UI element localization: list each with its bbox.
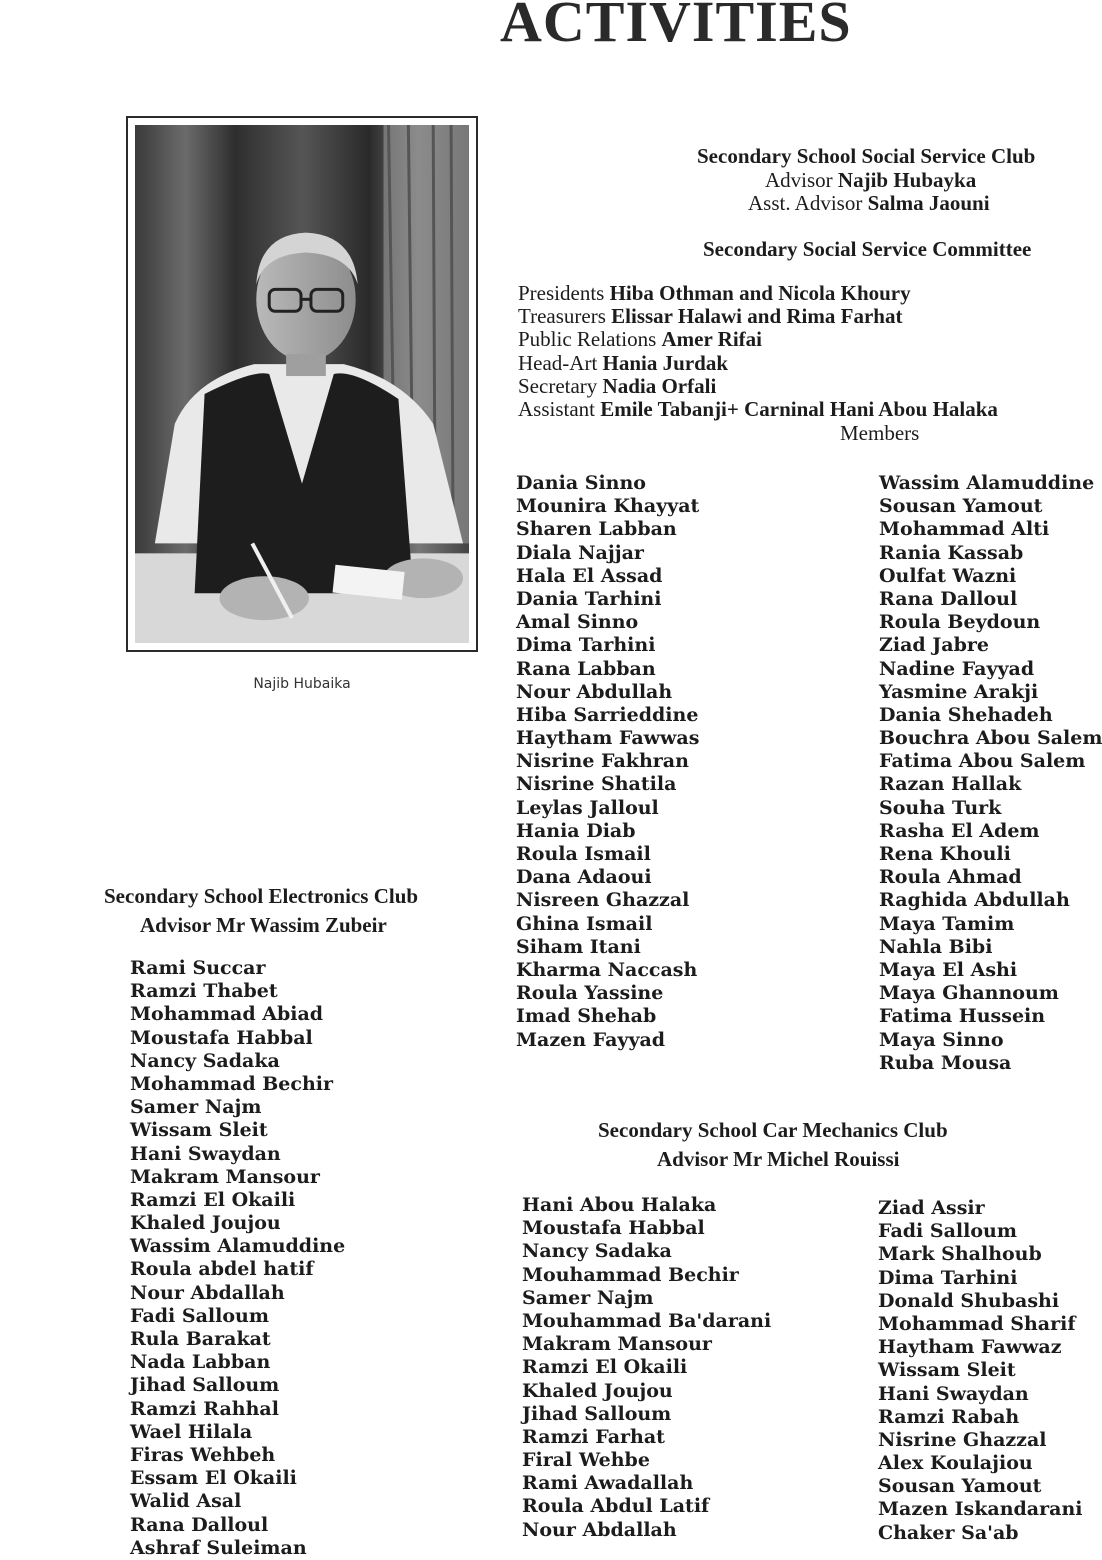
member-name: Diala Najjar	[516, 541, 644, 564]
member-name: Samer Najm	[130, 1096, 262, 1119]
member-name: Leylas Jalloul	[516, 796, 659, 819]
member-name: Fadi Salloum	[130, 1304, 269, 1327]
member-name: Nour Abdallah	[130, 1281, 285, 1304]
member-name: Ruba Mousa	[879, 1051, 1012, 1074]
member-name: Mohammad Alti	[879, 518, 1050, 541]
member-name: Wassim Alamuddine	[879, 472, 1095, 494]
advisor-photo-image	[135, 125, 469, 643]
member-name: Raghida Abdullah	[879, 889, 1070, 912]
member-name: Nisreen Ghazzal	[516, 889, 690, 912]
officer-row	[518, 328, 1098, 351]
member-name: Nancy Sadaka	[130, 1049, 280, 1072]
member-name: Nadine Fayyad	[879, 657, 1035, 680]
member-name: Maya Ghannoum	[879, 982, 1059, 1005]
officer-role: Treasurers	[518, 304, 606, 329]
member-name: Roula Yassine	[516, 982, 664, 1005]
member-name: Nada Labban	[130, 1351, 271, 1374]
officer-role: Public Relations	[518, 327, 657, 352]
member-name: Sousan Yamout	[879, 495, 1043, 518]
member-name: Khaled Joujou	[130, 1212, 281, 1235]
member-name: Moustafa Habbal	[522, 1217, 705, 1240]
member-name: Maya Tamim	[879, 912, 1015, 935]
officer-name: Hiba Othman and Nicola Khoury	[609, 281, 911, 305]
member-name: Dima Tarhini	[878, 1266, 1018, 1289]
member-name: Imad Shehab	[516, 1005, 657, 1028]
car-mechanics-members-col2	[878, 1197, 1082, 1545]
member-name: Mazen Fayyad	[516, 1028, 666, 1051]
member-name: Rena Khouli	[879, 843, 1011, 865]
member-name: Hani Swaydan	[878, 1382, 1029, 1405]
member-name: Jihad Salloum	[130, 1374, 280, 1397]
member-name: Nisrine Ghazzal	[878, 1428, 1047, 1451]
member-name: Wissam Sleit	[878, 1359, 1016, 1382]
member-name: Makram Mansour	[130, 1165, 320, 1188]
member-name: Firas Wehbeh	[130, 1443, 276, 1466]
member-name: Rana Labban	[516, 657, 656, 680]
member-name: Ramzi Rabah	[878, 1405, 1020, 1428]
member-name: Razan Hallak	[879, 773, 1022, 796]
member-name: Yasmine Arakji	[879, 680, 1039, 703]
member-name: Hiba Sarrieddine	[516, 703, 699, 726]
member-name: Sousan Yamout	[878, 1475, 1042, 1498]
advisor-name: Najib Hubayka	[837, 168, 977, 192]
member-name: Walid Asal	[130, 1490, 242, 1513]
social-service-members-col1	[516, 472, 699, 1052]
advisor-label: Advisor	[765, 168, 833, 192]
member-name: Maya El Ashi	[879, 958, 1018, 981]
officer-row	[518, 375, 1098, 398]
member-name: Rana Dalloul	[130, 1513, 269, 1536]
member-name: Mohammad Sharif	[878, 1312, 1076, 1335]
member-name: Nour Abdullah	[516, 680, 673, 703]
member-name: Nisrine Shatila	[516, 773, 677, 796]
member-name: Essam El Okaili	[130, 1467, 297, 1490]
committee-title: Secondary Social Service Committee	[703, 237, 1032, 261]
member-name: Oulfat Wazni	[879, 564, 1017, 587]
officer-row	[518, 305, 1098, 328]
member-name: Fadi Salloum	[878, 1220, 1017, 1243]
member-name: Ziad Jabre	[879, 634, 989, 657]
officer-name: Nadia Orfali	[602, 373, 717, 398]
member-name: Dana Adaoui	[516, 866, 652, 889]
photo-caption: Najib Hubaika	[253, 676, 351, 692]
member-name: Dima Tarhini	[516, 634, 656, 657]
member-name: Rasha El Adem	[879, 819, 1040, 842]
member-name: Wael Hilala	[130, 1420, 253, 1443]
member-name: Ramzi El Okaili	[130, 1188, 296, 1211]
member-name: Ramzi Thabet	[130, 980, 278, 1003]
member-name: Haytham Fawwas	[516, 727, 700, 750]
member-name: Chaker Sa'ab	[878, 1521, 1019, 1544]
car-mechanics-club-title: Secondary School Car Mechanics Club	[598, 1118, 948, 1142]
member-name: Roula abdel hatif	[130, 1258, 314, 1281]
officer-row	[518, 352, 1098, 375]
member-name: Rami Awadallah	[522, 1472, 694, 1495]
asst-advisor-label: Asst. Advisor	[748, 191, 863, 215]
social-service-members-col2	[879, 472, 1102, 1075]
member-name: Ramzi Rahhal	[130, 1397, 279, 1420]
electronics-club-title: Secondary School Electronics Club	[104, 884, 419, 908]
members-label: Members	[840, 421, 920, 445]
member-name: Moustafa Habbal	[130, 1026, 313, 1049]
member-name: Haytham Fawwaz	[878, 1336, 1062, 1359]
member-name: Hani Swaydan	[130, 1142, 281, 1165]
member-name: Rania Kassab	[879, 541, 1024, 564]
member-name: Dania Sinno	[516, 472, 646, 494]
member-name: Fatima Abou Salem	[879, 750, 1086, 773]
asst-advisor-name: Salma Jaouni	[867, 191, 990, 215]
officer-role: Secretary	[518, 373, 598, 398]
member-name: Wassim Alamuddine	[130, 1235, 346, 1258]
social-service-club-title: Secondary School Social Service Club	[697, 144, 1036, 168]
member-name: Nisrine Fakhran	[516, 750, 689, 773]
officer-role: Assistant	[518, 397, 596, 422]
electronics-members	[130, 957, 345, 1560]
member-name: Siham Itani	[516, 935, 641, 958]
member-name: Hani Abou Halaka	[522, 1194, 717, 1216]
electronics-advisor	[140, 913, 387, 937]
officer-name: Elissar Halawi and Rima Farhat	[611, 304, 903, 329]
member-name: Roula Beydoun	[879, 611, 1041, 634]
member-name: Ziad Assir	[878, 1197, 985, 1219]
member-name: Bouchra Abou Salem	[879, 727, 1102, 750]
member-name: Mounira Khayyat	[516, 495, 700, 518]
member-name: Firal Wehbe	[522, 1449, 650, 1472]
member-name: Souha Turk	[879, 796, 1002, 819]
member-name: Rana Dalloul	[879, 587, 1018, 610]
member-name: Roula Ismail	[516, 843, 651, 865]
officer-name: Hania Jurdak	[602, 350, 729, 375]
member-name: Wissam Sleit	[130, 1119, 268, 1142]
member-name: Roula Ahmad	[879, 866, 1022, 889]
member-name: Nahla Bibi	[879, 935, 993, 958]
advisor-name: Mr Michel Rouissi	[733, 1147, 900, 1171]
advisor-label: Advisor	[140, 913, 211, 937]
member-name: Maya Sinno	[879, 1028, 1004, 1051]
officer-row	[518, 282, 1098, 305]
page-title: ACTIVITIES	[500, 0, 852, 54]
car-mechanics-members-col1	[522, 1194, 771, 1542]
member-name: Fatima Hussein	[879, 1005, 1046, 1028]
member-name: Mouhammad Ba'darani	[522, 1309, 772, 1332]
committee-officers	[518, 282, 1098, 421]
member-name: Rami Succar	[130, 957, 266, 979]
member-name: Mouhammad Bechir	[522, 1263, 739, 1286]
member-name: Ashraf Suleiman	[130, 1536, 307, 1559]
member-name: Mazen Iskandarani	[878, 1498, 1083, 1521]
advisor-name: Mr Wassim Zubeir	[216, 913, 387, 937]
member-name: Mark Shalhoub	[878, 1243, 1042, 1266]
member-name: Ramzi Farhat	[522, 1425, 665, 1448]
member-name: Donald Shubashi	[878, 1289, 1060, 1312]
member-name: Mohammad Abiad	[130, 1003, 324, 1026]
social-service-advisor	[765, 168, 976, 192]
member-name: Makram Mansour	[522, 1333, 712, 1356]
member-name: Khaled Joujou	[522, 1379, 673, 1402]
member-name: Rula Barakat	[130, 1328, 271, 1350]
member-name: Ramzi El Okaili	[522, 1356, 688, 1379]
officer-row	[518, 398, 1098, 421]
social-service-asst-advisor	[748, 191, 990, 215]
member-name: Ghina Ismail	[516, 912, 653, 935]
advisor-photo	[126, 116, 478, 652]
member-name: Sharen Labban	[516, 518, 677, 541]
member-name: Samer Najm	[522, 1286, 654, 1309]
officer-role: Head-Art	[518, 350, 598, 375]
member-name: Kharma Naccash	[516, 958, 698, 981]
officer-role: Presidents	[518, 281, 605, 305]
member-name: Nancy Sadaka	[522, 1240, 672, 1263]
member-name: Amal Sinno	[516, 611, 639, 634]
member-name: Mohammad Bechir	[130, 1072, 334, 1095]
member-name: Hala El Assad	[516, 564, 663, 587]
member-name: Dania Shehadeh	[879, 703, 1053, 726]
member-name: Alex Koulajiou	[878, 1452, 1033, 1475]
member-name: Dania Tarhini	[516, 587, 662, 610]
member-name: Roula Abdul Latif	[522, 1495, 710, 1518]
officer-name: Emile Tabanji+ Carninal Hani Abou Halaka	[600, 397, 998, 422]
member-name: Hania Diab	[516, 819, 636, 842]
car-mechanics-advisor	[657, 1147, 899, 1171]
advisor-label: Advisor	[657, 1147, 728, 1171]
member-name: Nour Abdallah	[522, 1518, 677, 1541]
member-name: Jihad Salloum	[522, 1402, 672, 1425]
officer-name: Amer Rifai	[661, 327, 762, 352]
